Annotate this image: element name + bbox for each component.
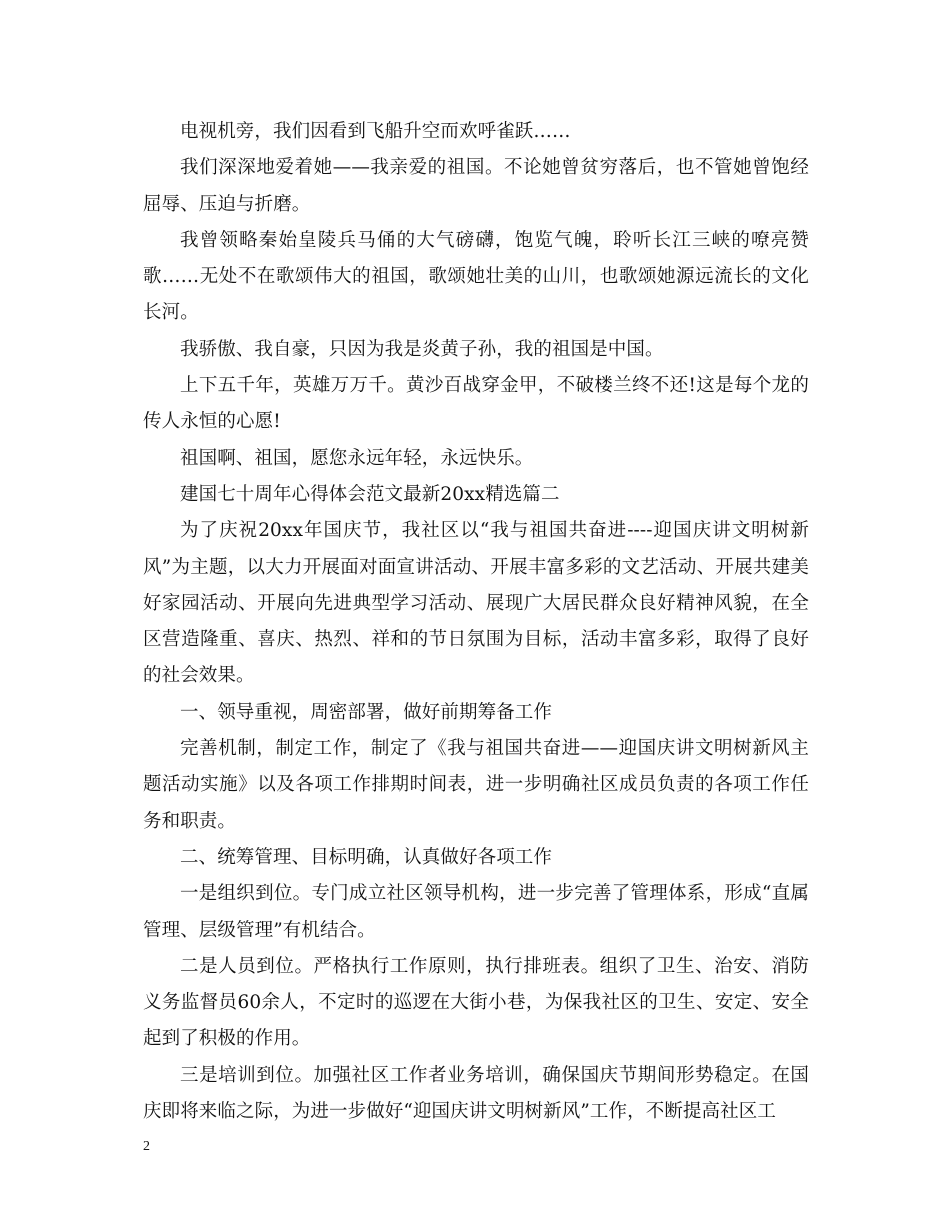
page-body: [143, 114, 809, 1130]
paragraph: 祖国啊、祖国，愿您永远年轻，永远快乐。: [180, 447, 534, 469]
paragraph: 我曾领略秦始皇陵兵马俑的大气磅礴，饱览气魄，聆听长江三峡的嘹亮赞歌……无处不在歌颂伟大的祖国，歌颂她壮美的山川，也歌颂她源远流长的文化长河。: [143, 229, 809, 324]
paragraph: 上下五千年，英雄万万千。黄沙百战穿金甲，不破楼兰终不还!这是每个龙的传人永恒的心愿!: [143, 375, 809, 433]
section-heading: 一、领导重视，周密部署，做好前期筹备工作: [180, 701, 553, 723]
paragraph: 二是人员到位。严格执行工作原则，执行排班表。组织了卫生、治安、消防义务监督员60余人，不定时的巡逻在大街小巷，为保我社区的卫生、安定、安全起到了积极的作用。: [143, 955, 809, 1050]
paragraph: 我骄傲、我自豪，只因为我是炎黄子孙，我的祖国是中国。: [180, 338, 664, 360]
paragraph: 完善机制，制定工作，制定了《我与祖国共奋进——迎国庆讲文明树新风主题活动实施》以及各项工作排期时间表，进一步明确社区成员负责的各项工作任务和职责。: [143, 738, 809, 832]
paragraph: 我们深深地爱着她——我亲爱的祖国。不论她曾贫穷落后，也不管她曾饱经屈辱、压迫与折磨。: [143, 157, 809, 215]
page-number: 2: [143, 1139, 150, 1154]
section-heading: 二、统筹管理、目标明确，认真做好各项工作: [180, 846, 553, 868]
paragraph: 一是组织到位。专门成立社区领导机构，进一步完善了管理体系，形成“直属管理、层级管理”有机结合。: [143, 883, 809, 941]
paragraph: 为了庆祝20xx年国庆节，我社区以“我与祖国共奋进----迎国庆讲文明树新风”为主题，以大力开展面对面宣讲活动、开展丰富多彩的文艺活动、开展共建美好家园活动、开展向先进典型学习活动、展现广大居民群众良好精神风貌，在全区营造隆重、喜庆、热烈、祥和的节日氛围为目标，活动丰富多彩，取得了良好的社会效果。: [143, 520, 809, 687]
section-title: 建国七十周年心得体会范文最新20xx精选篇二: [180, 483, 560, 505]
paragraph: 三是培训到位。加强社区工作者业务培训，确保国庆节期间形势稳定。在国庆即将来临之际，为进一步做好“迎国庆讲文明树新风”工作，不断提高社区工: [143, 1064, 809, 1123]
paragraph: 电视机旁，我们因看到飞船升空而欢呼雀跃……: [180, 121, 571, 142]
